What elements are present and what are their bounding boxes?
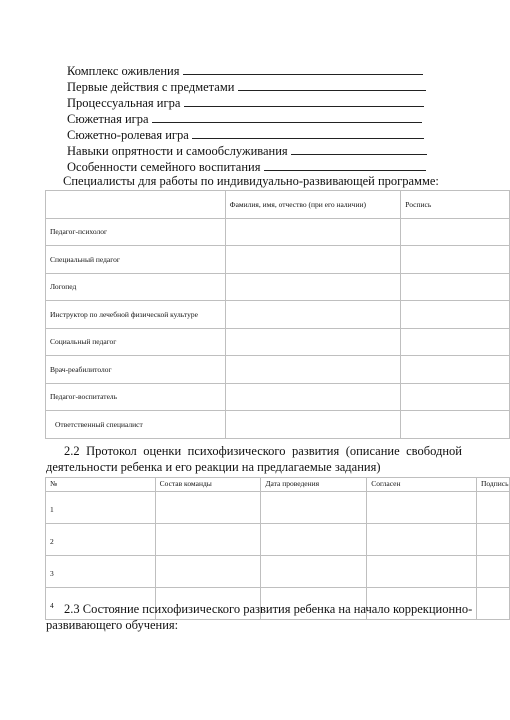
signature-cell[interactable] bbox=[401, 273, 510, 301]
item-plot-play bbox=[67, 110, 422, 127]
table-row bbox=[46, 273, 510, 301]
table-row bbox=[46, 524, 510, 556]
signature-cell[interactable] bbox=[401, 328, 510, 356]
fill-line[interactable] bbox=[291, 142, 427, 155]
fio-cell[interactable] bbox=[225, 328, 401, 356]
item-label: Особенности семейного воспитания bbox=[67, 160, 261, 174]
section-2-2-line2: деятельности ребенка и его реакции на предлагаемые задания) bbox=[46, 460, 381, 474]
item-label: Процессуальная игра bbox=[67, 96, 181, 110]
date-cell[interactable] bbox=[261, 556, 367, 588]
signature-cell[interactable] bbox=[476, 492, 509, 524]
item-role-play bbox=[67, 126, 424, 143]
team-cell[interactable] bbox=[155, 492, 261, 524]
item-procedural-play bbox=[67, 94, 424, 111]
table-row bbox=[46, 356, 510, 384]
team-cell[interactable] bbox=[155, 524, 261, 556]
item-self-care bbox=[67, 142, 427, 159]
fio-cell[interactable] bbox=[225, 218, 401, 246]
agree-cell[interactable] bbox=[367, 492, 477, 524]
item-label: Комплекс оживления bbox=[67, 64, 180, 78]
item-label: Сюжетно-ролевая игра bbox=[67, 128, 189, 142]
fio-cell[interactable] bbox=[225, 356, 401, 384]
section-2-3-line2: развивающего обучения: bbox=[46, 618, 179, 632]
fill-line[interactable] bbox=[152, 110, 422, 123]
date-cell[interactable] bbox=[261, 492, 367, 524]
table-row bbox=[46, 301, 510, 329]
item-complex-animation bbox=[67, 62, 423, 79]
table-row bbox=[46, 328, 510, 356]
fio-cell[interactable] bbox=[225, 246, 401, 274]
item-label: Первые действия с предметами bbox=[67, 80, 235, 94]
header-date: Дата проведения bbox=[261, 478, 367, 492]
fill-line[interactable] bbox=[183, 62, 423, 75]
table-row bbox=[46, 218, 510, 246]
fill-line[interactable] bbox=[184, 94, 424, 107]
item-label: Сюжетная игра bbox=[67, 112, 149, 126]
signature-cell[interactable] bbox=[401, 383, 510, 411]
fio-cell[interactable] bbox=[225, 383, 401, 411]
fill-line[interactable] bbox=[238, 78, 426, 91]
fio-cell[interactable] bbox=[225, 301, 401, 329]
fio-cell[interactable] bbox=[225, 273, 401, 301]
role-cell: Ответственный специалист bbox=[46, 411, 226, 439]
header-role bbox=[46, 191, 226, 219]
role-cell: Логопед bbox=[46, 273, 226, 301]
specialists-table bbox=[45, 190, 510, 439]
item-label: Навыки опрятности и самообслуживания bbox=[67, 144, 288, 158]
table-row bbox=[46, 492, 510, 524]
table-row bbox=[46, 411, 510, 439]
fill-line[interactable] bbox=[192, 126, 424, 139]
agree-cell[interactable] bbox=[367, 556, 477, 588]
item-first-actions bbox=[67, 78, 426, 95]
role-cell: Педагог-психолог bbox=[46, 218, 226, 246]
header-signature: Роспись bbox=[401, 191, 510, 219]
fill-line[interactable] bbox=[264, 158, 426, 171]
role-cell: Специальный педагог bbox=[46, 246, 226, 274]
date-cell[interactable] bbox=[261, 524, 367, 556]
role-cell: Врач-реабилитолог bbox=[46, 356, 226, 384]
signature-cell[interactable] bbox=[401, 411, 510, 439]
role-cell: Социальный педагог bbox=[46, 328, 226, 356]
section-2-2-line1: 2.2 Протокол оценки психофизического развития (описание свободной bbox=[64, 444, 462, 458]
row-number: 4 bbox=[46, 588, 156, 620]
header-number: № bbox=[46, 478, 156, 492]
row-number: 3 bbox=[46, 556, 156, 588]
signature-cell[interactable] bbox=[476, 524, 509, 556]
agree-cell[interactable] bbox=[367, 524, 477, 556]
table-row bbox=[46, 556, 510, 588]
signature-cell[interactable] bbox=[401, 356, 510, 384]
signature-cell[interactable] bbox=[476, 556, 509, 588]
row-number: 2 bbox=[46, 524, 156, 556]
section-2-3-line1: 2.3 Состояние психофизического развития ребенка на начало коррекционно- bbox=[64, 602, 473, 616]
table-header-row bbox=[46, 478, 510, 492]
team-cell[interactable] bbox=[155, 556, 261, 588]
signature-cell[interactable] bbox=[401, 301, 510, 329]
signature-cell[interactable] bbox=[476, 588, 509, 620]
table-row bbox=[46, 383, 510, 411]
protocol-table bbox=[45, 477, 510, 620]
header-agree: Согласен bbox=[367, 478, 477, 492]
role-cell: Педагог-воспитатель bbox=[46, 383, 226, 411]
fio-cell[interactable] bbox=[225, 411, 401, 439]
table-row bbox=[46, 246, 510, 274]
item-family-upbringing bbox=[67, 158, 426, 175]
specialists-heading: Специалисты для работы по индивидуально-развивающей программе: bbox=[63, 174, 439, 188]
signature-cell[interactable] bbox=[401, 218, 510, 246]
row-number: 1 bbox=[46, 492, 156, 524]
table-header-row bbox=[46, 191, 510, 219]
header-fio: Фамилия, имя, отчество (при его наличии) bbox=[225, 191, 401, 219]
role-cell: Инструктор по лечебной физической культуре bbox=[46, 301, 226, 329]
header-team: Состав команды bbox=[155, 478, 261, 492]
header-signature: Подпись bbox=[476, 478, 509, 492]
signature-cell[interactable] bbox=[401, 246, 510, 274]
